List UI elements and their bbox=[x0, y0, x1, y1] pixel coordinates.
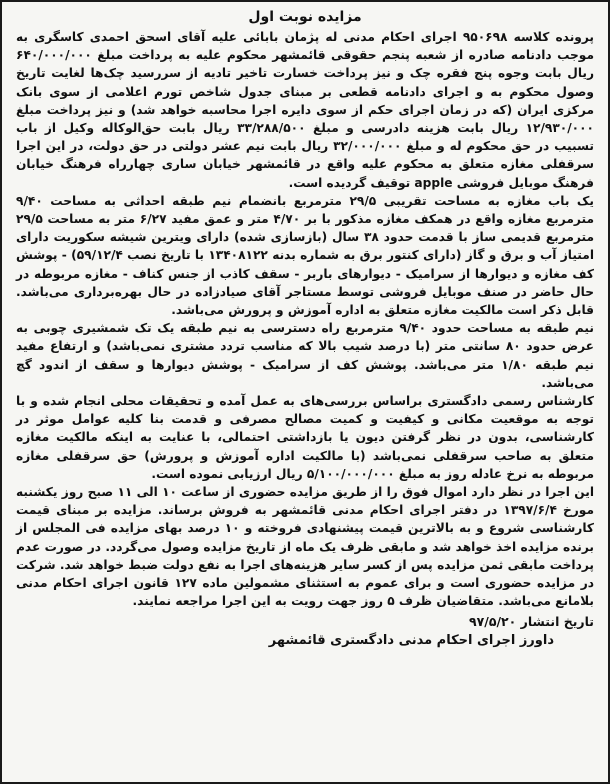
notice-paragraph-mezzanine: نیم طبقه به مساحت حدود ۹/۴۰ مترمربع راه دسترسی به نیم طبقه یک تک شمشیری چوبی به عرض حدود ۸۰ سانتی متر (با درصد شیب بالا که مناسب تردد مشتری نمی‌باشد) و ارتفاع مفید نیم طبقه ۱/۸۰ متر می‌باشد. پوشش کف از سرامیک - پوشش دیوارها و سقف از اندود گچ می‌باشد. bbox=[16, 321, 594, 390]
notice-paragraph-shop: یک باب مغازه به مساحت تقریبی ۲۹/۵ مترمربع بانضمام نیم طبقه احداثی به مساحت ۹/۴۰ مترمربع مغازه واقع در همکف مغازه مذکور با بر ۴/۷۰ متر و عمق مفید ۶/۲۷ متر به مساحت ۲۹/۵ مترمربع قدیمی ساز با قدمت حدود ۳۸ سال (بازسازی شده) دارای ویترین شیشه سکوریت دارای امتیاز آب و برق و گاز (دارای کنتور برق به شماره بدنه ۱۳۴۰۸۱۲۲ با تاریخ نصب ۵۹/۱۲/۴) - پوشش کف مغازه و دیوارها از سرامیک - دیوارهای باربر - سقف کاذب از جنس کناف - مغازه مربوطه در حال حاضر در صنف موبایل فروشی توسط مستاجر آقای صیادزاده در حال بهره‌برداری می‌باشد. قابل ذکر است مالکیت مغازه متعلق به اداره آموزش و پرورش می‌باشد. bbox=[16, 193, 595, 318]
signature: داورز اجرای احکام مدنی دادگستری قائمشهر bbox=[268, 632, 554, 648]
notice-title: مزایده نوبت اول bbox=[248, 9, 362, 25]
publish-date: تاریخ انتشار ۹۷/۵/۲۰ bbox=[469, 613, 594, 629]
notice-paragraph-appraisal: کارشناس رسمی دادگستری براساس بررسی‌های به عمل آمده و تحقیقات محلی انجام شده و با توجه به موقعیت مکانی و کیفیت و کمیت مصالح مصرفی و قدمت بنا کلیه عوامل موثر در کارشناسی، بدون در نظر گرفتن دیون یا بازداشتی احتمالی، با عنایت به اینکه مالکیت مغازه متعلق به صاحب سرقفلی نمی‌باشد (با مالکیت اداره آموزش و پرورش) حق سرقفلی مغازه مربوطه به نرخ عادله روز به مبلغ ۵/۱۰۰/۰۰۰/۰۰۰ ریال ارزیابی نموده است. bbox=[16, 394, 594, 481]
notice-paragraph-auction-terms: این اجرا در نظر دارد اموال فوق را از طریق مزایده حضوری از ساعت ۱۰ الی ۱۱ صبح روز یکشنبه مورخ ۱۳۹۷/۶/۴ در دفتر اجرای احکام مدنی قائمشهر به فروش برساند. مزایده بر مبنای قیمت کارشناسی شروع و به بالاترین قیمت پیشنهادی فروخته و ۱۰ درصد بهای مزایده فی المجلس از برنده مزایده اخذ خواهد شد و مابقی ظرف یک ماه از تاریخ مزایده وصول می‌گردد. در صورت عدم پرداخت مابقی ثمن مزایده پس از کسر سایر هزینه‌های اجرا به نفع دولت ضبط خواهد شد. شرکت در مزایده حضوری است و برای عموم به استثنای مشمولین ماده ۱۲۷ قانون اجرای احکام مدنی بلامانع می‌باشد. متقاضیان ظرف ۵ روز جهت رویت به این اجرا مراجعه نمایند. bbox=[16, 485, 595, 609]
notice-paragraph-case: پرونده کلاسه ۹۵۰۶۹۸ اجرای احکام مدنی له پژمان بابائی علیه آقای اسحق احمدی کاسگری به موجب دادنامه صادره از شعبه پنجم حقوقی قائمشهر محکوم علیه به پرداخت مبلغ ۶۴۰/۰۰۰/۰۰۰ ریال بابت وجوه پنج فقره چک و نیز پرداخت خسارت تاخیر تادیه از سررسید چک‌ها لغایت تاریخ وصول محکوم به و اجرای دادنامه قطعی بر مبنای جدول شاخص تورم اعلامی از سوی بانک مرکزی ایران (که در زمان اجرای حکم از سوی دایره اجرا محاسبه خواهد شد) و نیز پرداخت مبلغ ۱۲/۹۳۰/۰۰۰ ریال بابت هزینه دادرسی و مبلغ ۳۳/۲۸۸/۵۰۰ ریال بابت حق‌الوکاله وکیل از باب تسبیب در حق محکوم له و مبلغ ۳۲/۰۰۰/۰۰۰ ریال بابت نیم عشر دولتی در حق دولت، در این اجرا سرقفلی مغازه متعلق به محکوم علیه واقع در قائمشهر خیابان ساری چهارراه فرهنگ خیابان فرهنگ موبایل فروشی apple توقیف گردیده است. bbox=[16, 30, 594, 190]
